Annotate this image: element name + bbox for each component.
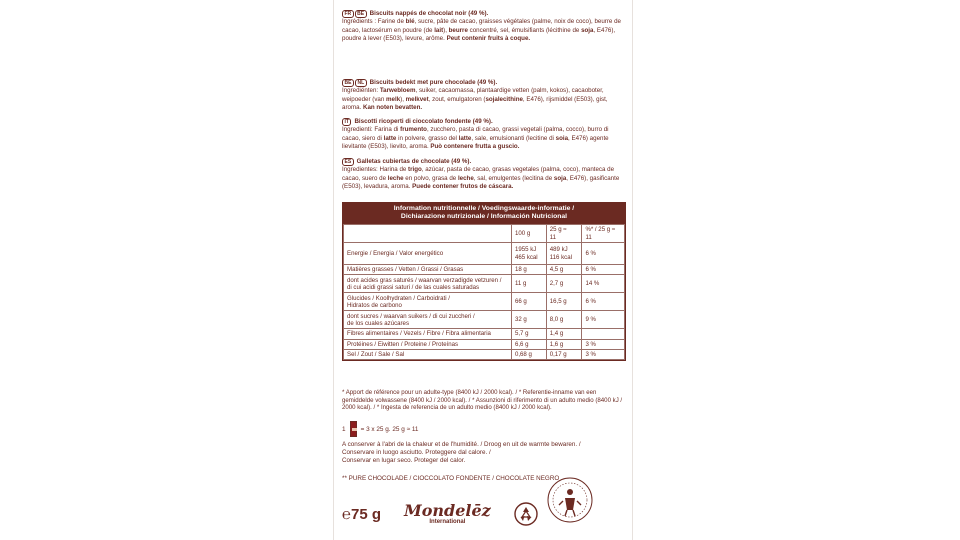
mondelez-logo: Mondelēz International xyxy=(404,501,491,525)
nutrition-row xyxy=(344,243,625,265)
nutrient-label: Sel / Zout / Sale / Sal xyxy=(344,349,512,359)
value-100g: 18 g xyxy=(511,265,546,275)
value-portion: 2,7 g xyxy=(546,275,582,293)
value-percent: 3 % xyxy=(582,339,625,349)
language-badge: NL xyxy=(355,79,367,87)
value-portion: 16,5 g xyxy=(546,293,582,311)
recycle-icon xyxy=(514,502,538,526)
language-badge: BE xyxy=(355,10,367,18)
seal-icon xyxy=(544,470,596,530)
value-percent: 6 % xyxy=(582,243,625,265)
value-portion: 8,0 g xyxy=(546,311,582,329)
value-portion: 0,17 g xyxy=(546,349,582,359)
ingredients-section xyxy=(342,158,626,191)
ingredients-text: Ingrediënten: Tarwebloem, suiker, cacaomassa, plantaardige vetten (palm, kokos), cacaoboter, weipoeder (van melk), melkvet, zout, emulgatoren (sojalecithine, E476), rijsmiddel (E503), gist, aroma. Kan noten bevatten. xyxy=(342,87,608,111)
section-title: Galletas cubiertas de chocolate (49 %). xyxy=(356,158,472,165)
language-badges xyxy=(342,158,354,166)
value-portion: 1,4 g xyxy=(546,329,582,339)
language-badges xyxy=(342,10,367,18)
value-100g: 6,6 g xyxy=(511,339,546,349)
language-badges xyxy=(342,79,367,87)
nutrition-table-title: Information nutritionnelle / Voedingswaarde-informatie / Dichiarazione nutrizionale / Información Nutricional xyxy=(343,203,625,224)
section-heading xyxy=(342,10,626,18)
chocolate-bar-icon xyxy=(350,421,357,437)
col-100g: 100 g xyxy=(511,225,546,243)
col-portion: 25 g ≈ 11 xyxy=(546,225,582,243)
ingredients-text: Ingredientes: Harina de trigo, azúcar, pasta de cacao, grasas vegetales (palma, coco), manteca de cacao, suero de leche en polvo, grasa de leche, sal, emulgentes (lecitina de soja, E476), gasificante (E503), levadura, aroma. Puede contener frutos de cáscara. xyxy=(342,166,620,190)
value-100g: 32 g xyxy=(511,311,546,329)
portion-text: = 3 x 25 g. 25 g ≈ 11 xyxy=(360,425,419,433)
language-badge: ES xyxy=(342,158,354,166)
portion-count: 1 xyxy=(342,425,346,433)
nutrition-table xyxy=(342,202,626,361)
col-percent: %* / 25 g ≈ 11 xyxy=(582,225,625,243)
nutrition-row xyxy=(344,293,625,311)
language-badges xyxy=(342,118,351,126)
reference-intake-note: * Apport de référence pour un adulte-type (8400 kJ / 2000 kcal). / * Referentie-inname van een gemiddelde volwassene (8400 kJ / 2000 kcal). / * Assunzioni di riferimento di un adulto medio (8400 kJ / 2000 kcal). / * Ingesta de referencia de un adulto medio (8400 kJ / 2000 kcal). xyxy=(342,389,623,412)
portion-info xyxy=(342,421,419,437)
nutrient-label: dont sucres / waarvan suikers / di cui zuccheri / de los cuales azúcares xyxy=(344,311,512,329)
ingredients-section xyxy=(342,10,626,43)
value-percent xyxy=(582,329,625,339)
nutrient-label: Fibres alimentaires / Vezels / Fibre / Fibra alimentaria xyxy=(344,329,512,339)
value-100g: 1955 kJ 465 kcal xyxy=(511,243,546,265)
section-title: Biscuits nappés de chocolat noir (49 %). xyxy=(369,10,489,17)
storage-instructions: A conserver à l'abri de la chaleur et de l'humidité. / Droog en uit de warmte bewaren. / Conservare in luogo asciutto. Proteggere dal calore. / Conservar en lugar seco. Proteger del calor. xyxy=(342,441,581,465)
nutrition-row xyxy=(344,339,625,349)
section-heading xyxy=(342,158,626,166)
nutrient-label: Glucides / Koolhydraten / Carboidrati / Hidratos de carbono xyxy=(344,293,512,311)
nutrition-row xyxy=(344,329,625,339)
value-portion: 489 kJ 116 kcal xyxy=(546,243,582,265)
nutrient-label: Protéines / Eiwitten / Proteine / Proteínas xyxy=(344,339,512,349)
nutrient-label: dont acides gras saturés / waarvan verzadigde vetzuren / di cui acidi grassi saturi / de las cuales saturadas xyxy=(344,275,512,293)
ingredients-section xyxy=(342,118,626,151)
nutrition-header-row xyxy=(344,225,625,243)
nutrition-row xyxy=(344,349,625,359)
section-heading xyxy=(342,79,626,87)
ingredients-text: Ingredienti: Farina di frumento, zucchero, pasta di cacao, grassi vegetali (palma, cocco), burro di cacao, siero di latte in polvere, grasso del latte, sale, emulsionanti (lecitine di soia, E476) agente lievitante (E503), lievito, aroma. Può contenere frutta a guscio. xyxy=(342,126,609,150)
package-back-panel xyxy=(333,0,633,540)
pure-chocolate-note: ** PURE CHOCOLADE / CIOCCOLATO FONDENTE / CHOCOLATE NEGRO xyxy=(342,475,560,482)
section-title: Biscotti ricoperti di cioccolato fondente (49 %). xyxy=(354,118,493,125)
section-title: Biscuits bedekt met pure chocolade (49 %). xyxy=(369,79,498,86)
value-percent: 9 % xyxy=(582,311,625,329)
nutrient-label: Energie / Energia / Valor energético xyxy=(344,243,512,265)
value-100g: 5,7 g xyxy=(511,329,546,339)
value-portion: 1,6 g xyxy=(546,339,582,349)
value-percent: 6 % xyxy=(582,293,625,311)
nutrition-row xyxy=(344,265,625,275)
net-weight: ℮75 g xyxy=(342,506,382,523)
value-percent: 3 % xyxy=(582,349,625,359)
nutrition-row xyxy=(344,275,625,293)
value-100g: 11 g xyxy=(511,275,546,293)
value-portion: 4,5 g xyxy=(546,265,582,275)
value-100g: 66 g xyxy=(511,293,546,311)
language-badge: IT xyxy=(342,118,351,126)
nutrient-label: Matières grasses / Vetten / Grassi / Grasas xyxy=(344,265,512,275)
language-badge: FR xyxy=(342,10,354,18)
ingredients-section xyxy=(342,79,626,112)
ingredients-text: Ingrédients : Farine de blé, sucre, pâte de cacao, graisses végétales (palme, noix de coco), beurre de cacao, lactosérum en poudre (de lait), beurre concentré, sel, émulsifiants (lécithine de soja, E476), poudre à lever (E503), levure, arôme. Peut contenir fruits à coque. xyxy=(342,18,621,42)
value-percent: 6 % xyxy=(582,265,625,275)
section-heading xyxy=(342,118,626,126)
nutrition-row xyxy=(344,311,625,329)
value-percent: 14 % xyxy=(582,275,625,293)
value-100g: 0,68 g xyxy=(511,349,546,359)
language-badge: BE xyxy=(342,79,354,87)
